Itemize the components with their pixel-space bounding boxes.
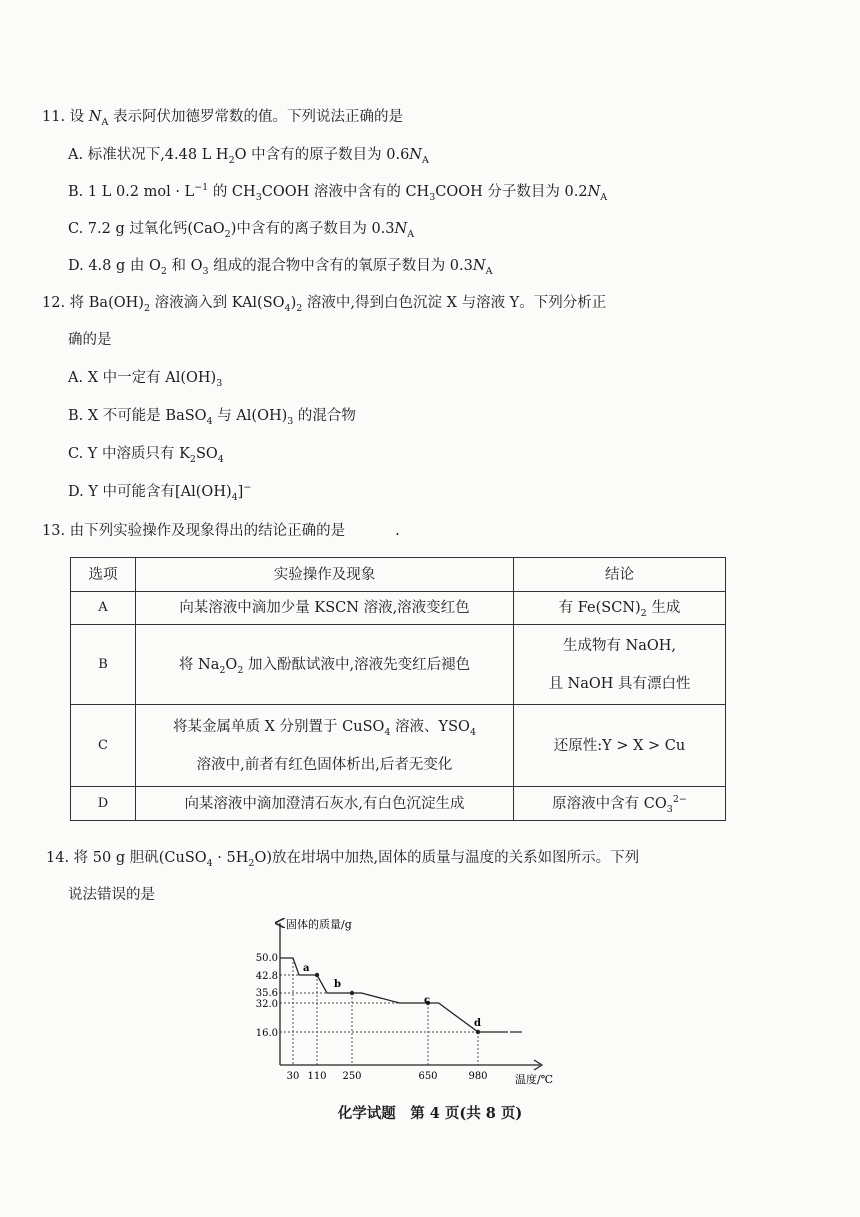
point-label-a: a [303,963,310,974]
q12-option-c: C. Y 中溶质只有 $K_2SO_4$ [68,446,224,465]
x-tick-label: 980 [468,1071,488,1082]
y-tick-label: 35.6 [255,988,278,999]
row-key: D [71,787,136,821]
y-axis-label: 固体的质量/g [286,918,352,931]
q14-stem: 14. 将 50 g 胆矾(CuSO$_4$ · $5H_2O$)放在坩埚中加热,固体的质量与温度的关系如图所示。下列 [46,850,640,869]
row-conclusion: 生成物有 NaOH, 且 NaOH 具有漂白性 [514,625,726,705]
table-row [71,705,726,787]
row-conclusion: 还原性:Y > X > Cu [514,705,726,787]
header-conclusion: 结论 [514,558,726,592]
row-conclusion: 原溶液中含有 $CO_3^{2-}$ [514,787,726,821]
row-key: B [71,625,136,705]
x-tick-label: 110 [307,1071,327,1082]
y-tick-label: 32.0 [255,999,278,1010]
page-footer: 化学试题 第 4 页(共 8 页) [337,1105,523,1122]
q12-option-d: D. Y 中可能含有$[Al(OH)_4]^-$ [68,482,252,503]
table-header-row [71,558,726,592]
row-key: C [71,705,136,787]
experiment-table [70,557,726,821]
q11-option-d: D. 4.8 g 由 $O_2$ 和 $O_3$ 组成的混合物中含有的氧原子数目为 $0.3N_A$ [68,258,493,277]
header-operation: 实验操作及现象 [136,558,514,592]
q12-stem: 12. 将 $Ba(OH)_2$ 溶液滴入到 $KAl(SO_4)_2$ 溶液中,得到白色沉淀 X 与溶液 Y。下列分析正 [42,295,607,314]
q12-stem-cont: 确的是 [68,332,112,348]
y-tick-label: 16.0 [255,1028,278,1039]
row-operation: 向某溶液中滴加澄清石灰水,有白色沉淀生成 [136,787,514,821]
table-row [71,625,726,705]
y-tick-label: 50.0 [255,953,278,964]
row-conclusion: 有 $Fe(SCN)_2$ 生成 [514,592,726,625]
q11-option-a: A. 标准状况下,4.48 L $H_2O$ 中含有的原子数目为 $0.6N_A$ [68,147,429,166]
table-row [71,787,726,821]
q12-option-b: B. X 不可能是 BaSO$_4$ 与 $Al(OH)_3$ 的混合物 [68,408,356,427]
header-option: 选项 [71,558,136,592]
row-operation: 将 $Na_2O_2$ 加入酚酞试液中,溶液先变红后褪色 [136,625,514,705]
q13-stem: 13. 由下列实验操作及现象得出的结论正确的是 . [42,523,400,539]
q11-option-b: B. 1 L 0.2 mol · $L^{-1}$ 的 $CH_3COOH$ 溶液中含有的 $CH_3COOH$ 分子数目为 $0.2N_A$ [68,182,608,203]
q11-option-c: C. 7.2 g 过氧化钙(CaO$_2$)中含有的离子数目为 $0.3N_A$ [68,221,415,240]
q14-stem-cont: 说法错误的是 [68,887,155,903]
x-axis-label: 温度/℃ [515,1073,554,1086]
row-operation: 向某溶液中滴加少量 KSCN 溶液,溶液变红色 [136,592,514,625]
q11-stem: 11. 设 $N_A$ 表示阿伏加德罗常数的值。下列说法正确的是 [42,109,403,128]
row-operation: 将某金属单质 X 分别置于 CuSO$_4$ 溶液、$YSO_4$ 溶液中,前者有红色固体析出,后者无变化 [136,705,514,787]
point-label-c: c [424,995,431,1006]
q12-option-a: A. X 中一定有 $Al(OH)_3$ [68,370,223,389]
x-tick-label: 30 [286,1071,300,1082]
point-label-b: b [334,979,341,990]
table-row [71,592,726,625]
mass-temperature-chart [240,915,600,1090]
x-tick-label: 250 [342,1071,362,1082]
x-tick-label: 650 [418,1071,438,1082]
point-label-d: d [474,1018,481,1029]
row-key: A [71,592,136,625]
y-tick-label: 42.8 [255,971,278,982]
